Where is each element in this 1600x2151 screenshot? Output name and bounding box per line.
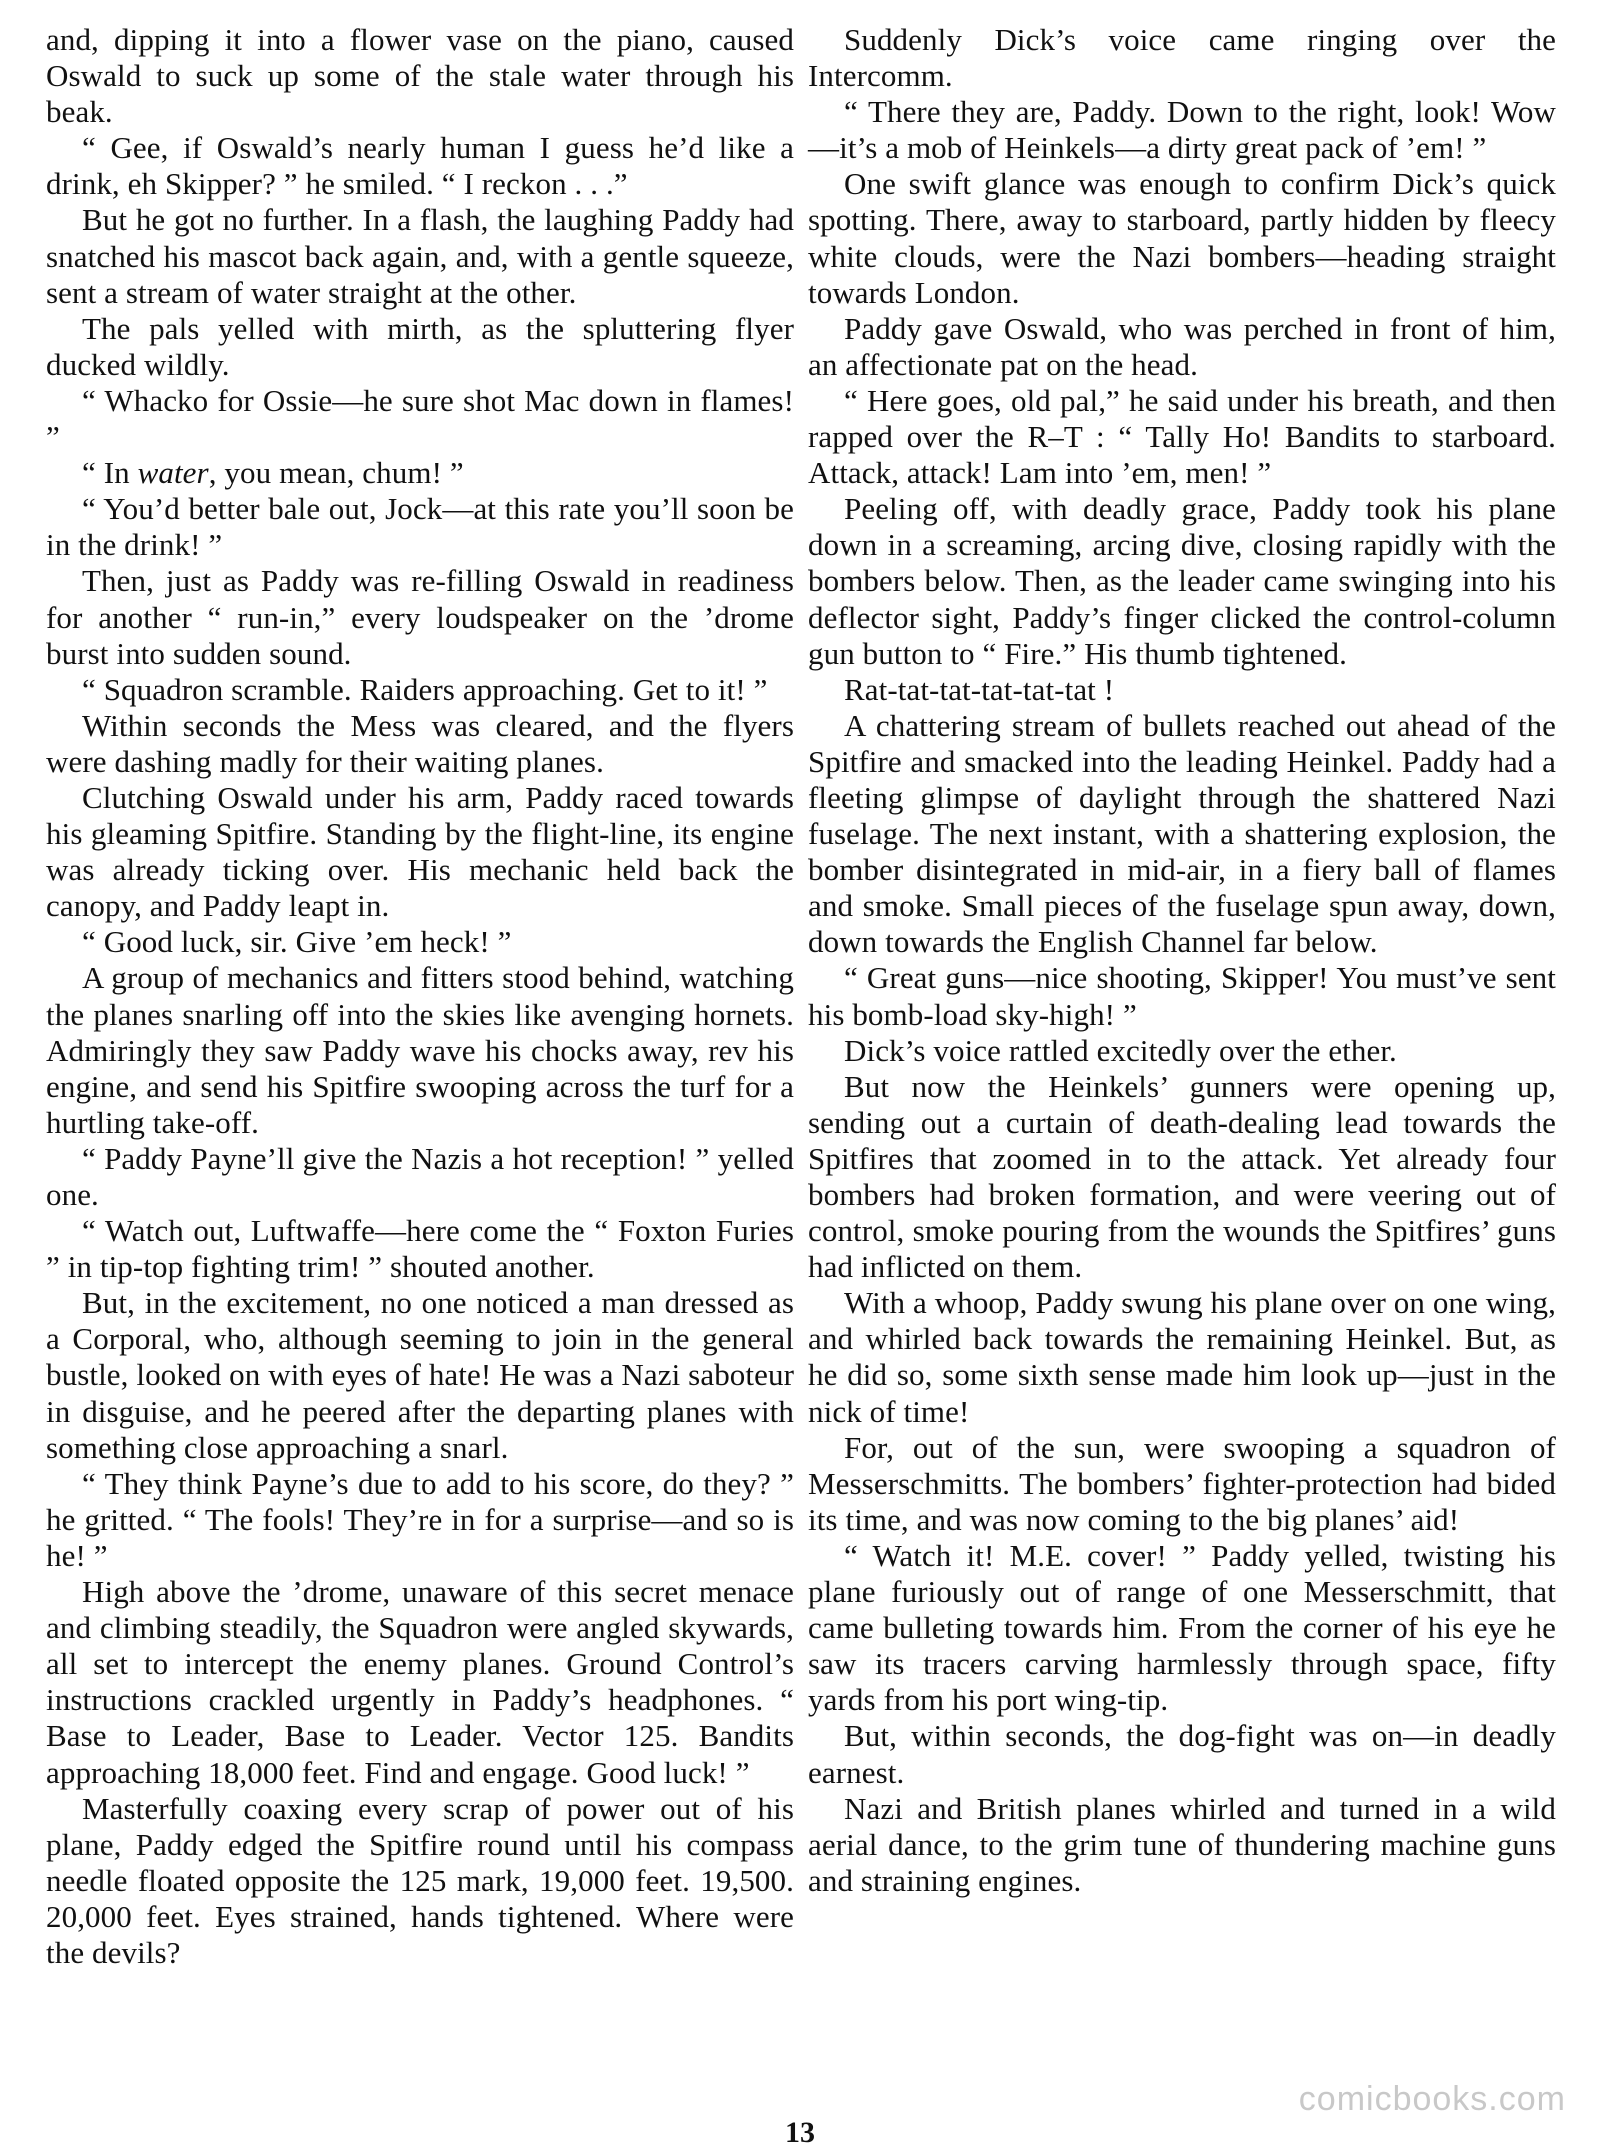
paragraph: Paddy gave Oswald, who was perched in front of him, an affectionate pat on the head. (808, 310, 1556, 382)
paragraph: “ Here goes, old pal,” he said under his breath, and then rapped over the R–T : “ Tally Ho! Bandits to starboard. Attack, attack! Lam into ’em, men! ” (808, 382, 1556, 491)
paragraph: Peeling off, with deadly grace, Paddy took his plane down in a screaming, arcing dive, closing rapidly with the bombers below. Then, as the leader came swinging into his deflector sight, Paddy’s finger clicked the control-column gun button to “ Fire.” His thumb tightened. (808, 491, 1556, 671)
paragraph: With a whoop, Paddy swung his plane over on one wing, and whirled back towards the remaining Heinkel. But, as he did so, some sixth sense made him look up—just in the nick of time! (808, 1285, 1556, 1429)
paragraph: “ Whacko for Ossie—he sure shot Mac down in flames! ” (46, 382, 794, 455)
paragraph: “ Great guns—nice shooting, Skipper! You must’ve sent his bomb-load sky-high! ” (808, 960, 1556, 1032)
paragraph: But, within seconds, the dog-fight was on—in deadly earnest. (808, 1718, 1556, 1790)
left-text-column (46, 22, 794, 1971)
watermark: comicbooks.com (1298, 2080, 1566, 2118)
paragraph: Clutching Oswald under his arm, Paddy raced towards his gleaming Spitfire. Standing by the flight-line, its engine was already ticking over. His mechanic held back the canopy, and Paddy leapt in. (46, 779, 794, 924)
paragraph: “ Good luck, sir. Give ’em heck! ” (82, 924, 512, 960)
paragraph-text: , you mean, chum! ” (208, 455, 464, 491)
paragraph-text: “ In (82, 455, 138, 491)
paragraph: Within seconds the Mess was cleared, and the flyers were dashing madly for their waiting planes. (46, 707, 794, 779)
paragraph: “ Squadron scramble. Raiders approaching. Get to it! ” (82, 671, 768, 707)
paragraph: “ You’d better bale out, Jock—at this rate you’ll soon be in the drink! ” (46, 491, 794, 563)
paragraph: Masterfully coaxing every scrap of power out of his plane, Paddy edged the Spitfire round until his compass needle floated opposite the 125 mark, 19,000 feet. 19,500. 20,000 feet. Eyes strained, hands tightened. Where were the devils? (46, 1790, 794, 1970)
paragraph: “ Watch it! M.E. cover! ” Paddy yelled, twisting his plane furiously out of range of one Messerschmitt, that came bulleting towards him. From the corner of his eye he saw its tracers carving harmlessly through space, fifty yards from his port wing-tip. (808, 1537, 1556, 1718)
paragraph: For, out of the sun, were swooping a squadron of Messerschmitts. The bombers’ fighter-protection had bided its time, and was now coming to the big planes’ aid! (808, 1429, 1556, 1537)
paragraph: “ Gee, if Oswald’s nearly human I guess he’d like a drink, eh Skipper? ” he smiled. “ I reckon . . .” (46, 130, 794, 202)
paragraph: Rat-tat-tat-tat-tat-tat ! (844, 671, 1115, 707)
paragraph: Then, just as Paddy was re-filling Oswald in readiness for another “ run-in,” every loudspeaker on the ’drome burst into sudden sound. (46, 563, 794, 671)
paragraph: “ There they are, Paddy. Down to the right, look! Wow—it’s a mob of Heinkels—a dirty great pack of ’em! ” (808, 94, 1556, 166)
paragraph: The pals yelled with mirth, as the spluttering flyer ducked wildly. (46, 310, 794, 382)
paragraph: Nazi and British planes whirled and turned in a wild aerial dance, to the grim tune of thundering machine guns and straining engines. (808, 1790, 1556, 1898)
paragraph (46, 455, 794, 491)
paragraph: Dick’s voice rattled excitedly over the ether. (844, 1032, 1397, 1068)
paragraph: “ Paddy Payne’ll give the Nazis a hot reception! ” yelled one. (46, 1140, 794, 1212)
paragraph: But he got no further. In a flash, the laughing Paddy had snatched his mascot back again, and, with a gentle squeeze, sent a stream of water straight at the other. (46, 202, 794, 310)
paragraph: and, dipping it into a flower vase on the piano, caused Oswald to suck up some of the stale water through his beak. (46, 22, 794, 130)
right-text-column (808, 22, 1556, 1971)
paragraph: One swift glance was enough to confirm Dick’s quick spotting. There, away to starboard, partly hidden by fleecy white clouds, were the Nazi bombers—heading straight towards London. (808, 166, 1556, 310)
paragraph: High above the ’drome, unaware of this secret menace and climbing steadily, the Squadron were angled skywards, all set to intercept the enemy planes. Ground Control’s instructions crackled urgently in Paddy’s headphones. “ Base to Leader, Base to Leader. Vector 125. Bandits approaching 18,000 feet. Find and engage. Good luck! ” (46, 1574, 794, 1790)
paragraph: But, in the excitement, no one noticed a man dressed as a Corporal, who, although seeming to join in the general bustle, looked on with eyes of hate! He was a Nazi saboteur in disguise, and he peered after the departing planes with something close approaching a snarl. (46, 1285, 794, 1465)
emphasized-word: water (137, 455, 209, 491)
paragraph: “ They think Payne’s due to add to his score, do they? ” he gritted. “ The fools! They’re in for a surprise—and so is he! ” (46, 1465, 794, 1573)
paragraph: “ Watch out, Luftwaffe—here come the “ Foxton Furies ” in tip-top fighting trim! ” shouted another. (46, 1213, 794, 1285)
paragraph: A chattering stream of bullets reached out ahead of the Spitfire and smacked into the leading Heinkel. Paddy had a fleeting glimpse of daylight through the shattered Nazi fuselage. The next instant, with a shattering explosion, the bomber disintegrated in mid-air, in a fiery ball of flames and smoke. Small pieces of the fuselage spun away, down, down towards the English Channel far below. (808, 707, 1556, 960)
paragraph: But now the Heinkels’ gunners were opening up, sending out a curtain of death-dealing lead towards the Spitfires that zoomed in to the attack. Yet already four bombers had broken formation, and were veering out of control, smoke pouring from the wounds the Spitfires’ guns had inflicted on them. (808, 1068, 1556, 1285)
paragraph: Suddenly Dick’s voice came ringing over the Intercomm. (808, 22, 1556, 94)
paragraph: A group of mechanics and fitters stood behind, watching the planes snarling off into the skies like avenging hornets. Admiringly they saw Paddy wave his chocks away, rev his engine, and send his Spitfire swooping across the turf for a hurtling take-off. (46, 960, 794, 1140)
page-number: 13 (785, 2116, 815, 2149)
text-columns (46, 22, 1556, 1971)
